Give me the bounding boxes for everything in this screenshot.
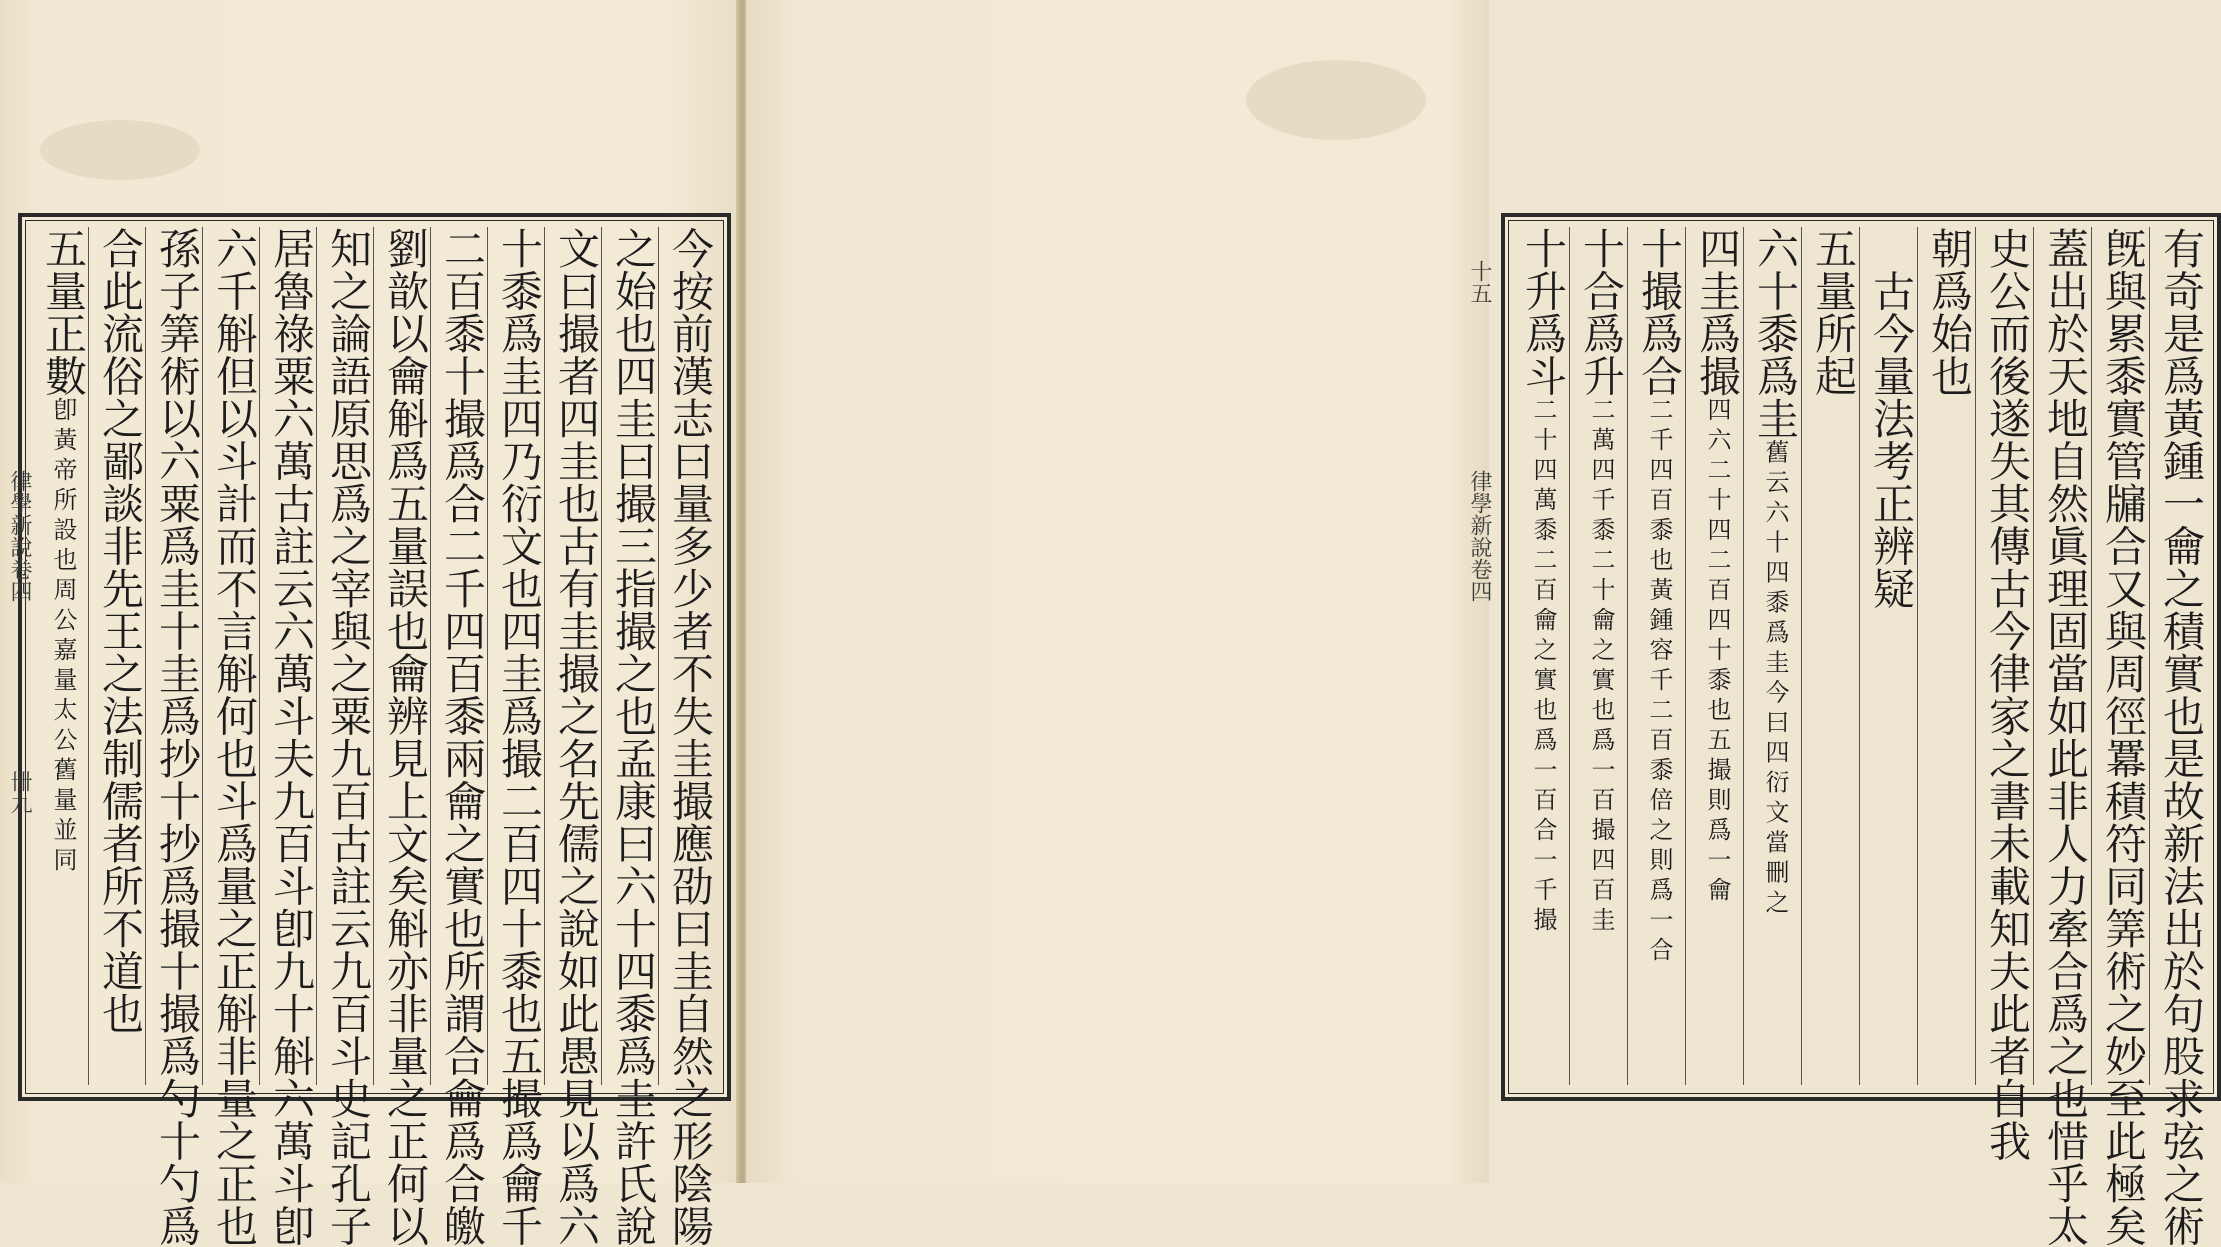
column-annotation: 卽黃帝所設也周公嘉量太公舊量並同 — [49, 397, 77, 877]
column-main-text: 居魯祿粟六萬古註云六萬斗夫九百斗卽九十斛六萬斗卽 — [267, 227, 316, 1247]
text-column — [149, 227, 205, 1247]
column-main-text: 合此流俗之鄙談非先王之法制儒者所不道也 — [96, 227, 145, 1035]
text-column — [491, 227, 547, 1247]
text-column — [434, 227, 490, 1247]
column-main-text: 古今量法考正辨疑 — [1867, 227, 1916, 610]
column-main-text: 十黍爲圭四乃衍文也四圭爲撮二百四十黍也五撮爲龠千 — [495, 227, 544, 1247]
column-main-text: 今按前漢志曰量多少者不失圭撮應劭曰圭自然之形陰陽 — [666, 227, 715, 1247]
text-column — [2095, 227, 2151, 1247]
right-margin-title: 律學新說卷四 — [1467, 470, 1492, 602]
column-main-text: 劉歆以龠斛爲五量誤也龠辨見上文矣斛亦非量之正何以 — [381, 227, 430, 1247]
column-main-text: 旣與累黍實管牖合又與周徑羃積符同筭術之妙至此極矣 — [2099, 227, 2148, 1247]
column-main-text: 之始也四圭曰撮三指撮之也孟康曰六十四黍爲圭許氏說 — [609, 227, 658, 1247]
column-main-text: 史公而後遂失其傳古今律家之書未載知夫此者自我 — [1983, 227, 2032, 1162]
left-folio: 卌九 — [7, 770, 32, 814]
column-annotation: 二十四萬黍二百龠之實也爲一百合一千撮 — [1529, 397, 1557, 937]
text-column — [2037, 227, 2093, 1247]
text-column — [548, 227, 604, 1247]
column-main-text: 十升爲斗 — [1519, 227, 1568, 397]
text-column — [1631, 227, 1687, 1087]
column-annotation: 二萬四千黍二十龠之實也爲一百撮四百圭 — [1587, 397, 1615, 937]
text-column — [2153, 227, 2209, 1247]
text-column — [320, 227, 376, 1247]
column-annotation: 舊云六十四黍爲圭今曰四衍文當刪之 — [1761, 439, 1789, 920]
column-main-text: 朝爲始也 — [1925, 227, 1974, 397]
text-column — [1689, 227, 1745, 1087]
text-column — [1515, 227, 1571, 1087]
column-main-text: 二百黍十撮爲合二千四百黍兩龠之實也所謂合龠爲合皦 — [438, 227, 487, 1247]
text-column — [206, 227, 262, 1247]
text-column — [1921, 227, 1977, 1087]
text-column — [1979, 227, 2035, 1162]
text-column — [92, 227, 148, 1087]
column-main-text: 文曰撮者四圭也古有圭撮之名先儒之說如此愚見以爲六 — [552, 227, 601, 1247]
text-column — [1863, 227, 1919, 1087]
text-column — [1747, 227, 1803, 1087]
column-main-text: 六十黍爲圭 — [1751, 227, 1800, 440]
column-main-text: 五量所起 — [1809, 227, 1858, 397]
column-main-text: 有奇是爲黃鍾一龠之積實也是故新法出於句股求弦之術 — [2157, 227, 2206, 1247]
left-page-frame — [18, 213, 731, 1247]
column-main-text: 知之論語原思爲之宰與之粟九百古註云九百斗史記孔子 — [324, 227, 373, 1247]
text-column — [1573, 227, 1629, 1087]
text-column — [605, 227, 661, 1247]
text-column — [263, 227, 319, 1247]
text-column — [377, 227, 433, 1247]
column-main-text: 蓋出於天地自然眞理固當如此非人力牽合爲之也惜乎太 — [2041, 227, 2090, 1247]
text-column — [662, 227, 718, 1247]
right-folio: 十五 — [1467, 260, 1492, 304]
column-main-text: 六千斛但以斗計而不言斛何也斗爲量之正斛非量之正也 — [210, 227, 259, 1247]
column-annotation: 二千四百黍也黃鍾容千二百黍倍之則爲一合 — [1645, 397, 1673, 967]
left-page — [0, 0, 738, 1247]
text-column — [1805, 227, 1861, 1087]
column-main-text: 五量正數 — [39, 227, 88, 397]
right-page-frame — [1501, 213, 2221, 1247]
right-page — [746, 0, 2206, 1247]
column-main-text: 十撮爲合 — [1635, 227, 1684, 397]
column-main-text: 十合爲升 — [1577, 227, 1626, 397]
column-main-text: 四圭爲撮 — [1693, 227, 1742, 397]
text-column — [35, 227, 91, 1087]
left-margin-title: 律學新說卷四 — [7, 470, 32, 602]
column-main-text: 孫子筭術以六粟爲圭十圭爲抄十抄爲撮十撮爲勺十勺爲 — [153, 227, 202, 1247]
column-annotation: 四六二十四二百四十黍也五撮則爲一龠 — [1703, 397, 1731, 907]
